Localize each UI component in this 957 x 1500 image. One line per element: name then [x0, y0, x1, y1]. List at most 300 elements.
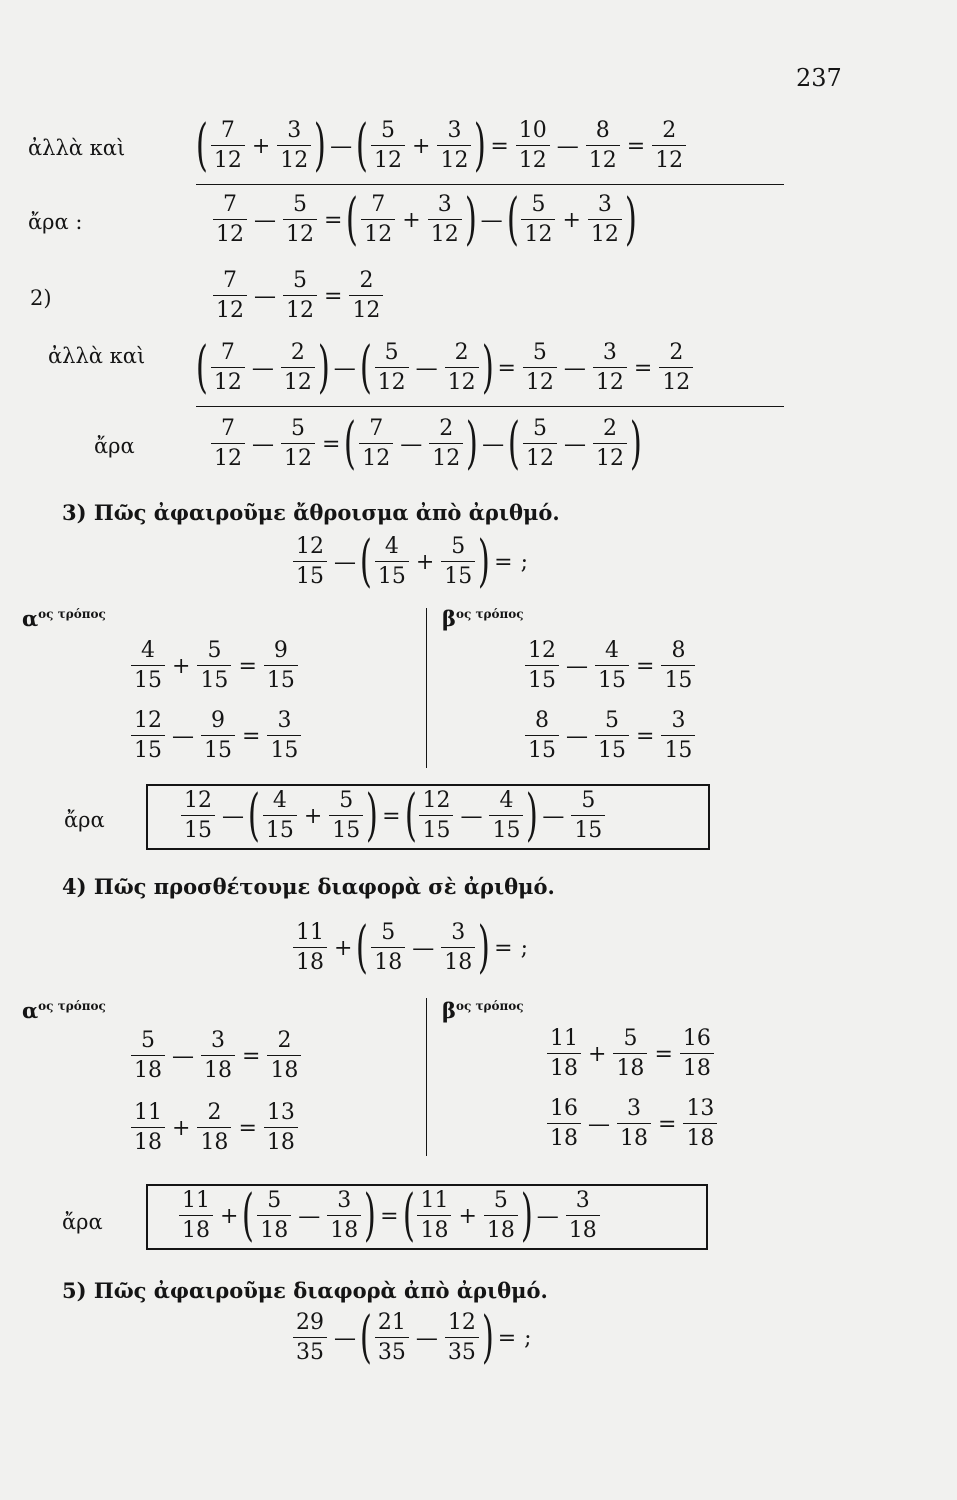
denominator: 12	[371, 145, 405, 172]
numerator: 5	[451, 534, 466, 559]
numerator: 5	[533, 416, 548, 441]
denominator: 12	[521, 219, 555, 246]
numerator: 3	[337, 1188, 352, 1213]
denominator: 12	[588, 219, 622, 246]
denominator: 12	[445, 367, 479, 394]
fraction	[201, 1030, 235, 1082]
operator: —	[480, 207, 503, 233]
operator: =	[494, 549, 513, 575]
operator: +	[251, 133, 271, 159]
numerator: 5	[623, 1026, 638, 1051]
denominator: 18	[371, 947, 405, 974]
numerator: 12	[528, 638, 556, 663]
fraction	[197, 1102, 231, 1154]
parenthesis: (	[195, 113, 208, 178]
fraction	[683, 1098, 717, 1150]
fraction	[484, 1190, 518, 1242]
fraction	[445, 1312, 479, 1364]
denominator: 12	[211, 443, 245, 470]
divider-2	[426, 998, 427, 1156]
operator: =	[490, 133, 509, 159]
fraction	[264, 1102, 298, 1154]
denominator: 12	[523, 367, 557, 394]
fraction	[547, 1028, 581, 1080]
numerator: 5	[605, 708, 619, 733]
denominator: 15	[264, 665, 298, 692]
numerator: 7	[369, 416, 384, 441]
parenthesis: )	[629, 411, 642, 476]
operator: —	[172, 1043, 194, 1069]
denominator: 15	[419, 815, 453, 842]
denominator: 18	[566, 1215, 600, 1242]
operator: +	[412, 133, 431, 159]
numerator: 5	[339, 788, 354, 813]
numerator: 8	[671, 638, 686, 663]
numerator: 12	[134, 708, 162, 733]
denominator: 15	[595, 735, 629, 762]
fraction	[181, 790, 215, 842]
fraction	[201, 710, 235, 762]
operator: +	[562, 207, 581, 233]
denominator: 15	[375, 561, 409, 588]
denominator: 12	[281, 443, 315, 470]
numerator: 5	[381, 920, 396, 945]
fraction	[213, 270, 247, 322]
numerator: 3	[451, 920, 466, 945]
fraction	[131, 1030, 165, 1082]
fraction	[593, 418, 627, 470]
operator: +	[303, 803, 323, 829]
fraction	[264, 640, 298, 692]
operator: —	[298, 1203, 321, 1229]
numerator: 4	[605, 638, 619, 663]
denominator: 12	[361, 219, 395, 246]
fraction	[349, 270, 383, 322]
parenthesis: (	[195, 335, 208, 400]
parenthesis: (	[404, 783, 417, 848]
operator: =	[497, 1325, 517, 1351]
equation-a	[195, 113, 689, 178]
operator: +	[172, 653, 191, 679]
numerator: 7	[371, 192, 386, 217]
numerator: 11	[182, 1188, 210, 1213]
fraction	[661, 710, 695, 762]
fraction	[293, 536, 327, 588]
numerator: 11	[550, 1026, 578, 1051]
operator: —	[254, 283, 276, 309]
numerator: 5	[267, 1188, 282, 1213]
fraction	[429, 418, 463, 470]
operator: +	[220, 1203, 239, 1229]
label-ara-3: ἄρα	[64, 808, 105, 832]
numerator: 4	[141, 638, 155, 663]
denominator: 12	[593, 443, 627, 470]
fraction	[371, 120, 405, 172]
numerator: 9	[211, 708, 225, 733]
operator: —	[251, 355, 274, 381]
fraction	[593, 342, 627, 394]
denominator: 18	[264, 1127, 298, 1154]
denominator: 12	[213, 219, 247, 246]
denominator: 12	[429, 443, 463, 470]
fraction	[293, 922, 327, 974]
operator: —	[330, 133, 353, 159]
numerator: 3	[277, 708, 292, 733]
denominator: 35	[375, 1337, 409, 1364]
fraction	[652, 120, 686, 172]
denominator: 18	[131, 1055, 165, 1082]
fraction	[516, 120, 550, 172]
operator: =	[626, 133, 646, 159]
equation-h2	[522, 710, 698, 762]
denominator: 12	[375, 367, 409, 394]
numerator: 7	[220, 340, 235, 365]
numerator: 11	[296, 920, 324, 945]
operator: =	[238, 1115, 257, 1141]
denominator: 15	[571, 815, 605, 842]
fraction	[586, 120, 620, 172]
equation-k1	[128, 1030, 304, 1082]
equation-g1	[128, 640, 301, 692]
parenthesis: (	[506, 187, 519, 252]
numerator: 2	[669, 340, 684, 365]
parenthesis: (	[508, 411, 521, 476]
fraction	[617, 1098, 651, 1150]
numerator: 29	[296, 1310, 324, 1335]
denominator: 12	[359, 443, 393, 470]
equation-f	[290, 529, 529, 594]
denominator: 18	[547, 1053, 581, 1080]
label-ara-2: ἄρα	[94, 434, 135, 458]
numerator: 13	[266, 1100, 295, 1125]
fraction	[277, 120, 311, 172]
fraction	[428, 194, 462, 246]
label-ara-4: ἄρα	[62, 1210, 103, 1234]
parenthesis: )	[481, 1305, 494, 1370]
equation-n	[290, 1305, 532, 1370]
fraction	[263, 790, 297, 842]
numerator: 7	[221, 416, 235, 441]
fraction	[523, 418, 557, 470]
operator: —	[566, 723, 588, 749]
denominator: 18	[441, 947, 475, 974]
fraction	[441, 536, 475, 588]
numerator: 2	[359, 268, 374, 293]
denominator: 15	[181, 815, 215, 842]
numerator: 9	[273, 638, 288, 663]
parenthesis: (	[356, 915, 369, 980]
parenthesis: (	[359, 529, 372, 594]
numerator: 2	[207, 1100, 222, 1125]
operator: =	[658, 1111, 677, 1137]
denominator: 12	[586, 145, 620, 172]
denominator: 15	[293, 561, 327, 588]
numerator: 3	[287, 118, 302, 143]
operator: —	[334, 1325, 356, 1351]
operator: =	[636, 723, 655, 749]
parenthesis: (	[247, 783, 260, 848]
operator: +	[334, 935, 353, 961]
numerator: 2	[454, 340, 469, 365]
operator: —	[536, 1203, 559, 1229]
numerator: 21	[377, 1310, 406, 1335]
denominator: 12	[652, 145, 686, 172]
operator: —	[542, 803, 565, 829]
denominator: 15	[329, 815, 363, 842]
numerator: 3	[602, 340, 617, 365]
denominator: 12	[277, 145, 311, 172]
fraction	[521, 194, 555, 246]
fraction	[283, 270, 317, 322]
parenthesis: (	[359, 1305, 372, 1370]
parenthesis: (	[344, 411, 357, 476]
equation-l1	[544, 1028, 717, 1080]
operator: =	[636, 653, 655, 679]
operator: —	[460, 803, 483, 829]
parenthesis: )	[624, 187, 637, 252]
parenthesis: )	[366, 783, 379, 848]
numerator: 10	[518, 118, 547, 143]
operator: =	[322, 431, 341, 457]
denominator: 18	[547, 1123, 581, 1150]
denominator: 15	[661, 665, 695, 692]
equation-b	[210, 187, 637, 252]
denominator: 15	[595, 665, 629, 692]
operator: +	[415, 549, 435, 575]
fraction	[419, 790, 453, 842]
fraction	[267, 1030, 301, 1082]
fraction	[571, 790, 605, 842]
operator: —	[566, 653, 588, 679]
equation-c	[210, 270, 386, 322]
denominator: 15	[525, 665, 559, 692]
operator: +	[588, 1041, 607, 1067]
denominator: 12	[349, 295, 383, 322]
numerator: 3	[437, 192, 452, 217]
numerator: 2	[290, 340, 305, 365]
denominator: 12	[428, 219, 462, 246]
operator: —	[588, 1111, 610, 1137]
heading-5: 5) Πῶς ἀφαιροῦμε διαφορὰ ἀπὸ ἀριθμό.	[62, 1278, 548, 1303]
denominator: 35	[445, 1337, 479, 1364]
numerator: 2	[439, 416, 454, 441]
operator: =	[494, 935, 513, 961]
fraction	[359, 418, 393, 470]
numerator: 5	[493, 1188, 508, 1213]
numerator: 13	[686, 1096, 715, 1121]
denominator: 18	[680, 1053, 714, 1080]
label-alla-kai-1: ἀλλὰ καὶ	[28, 136, 126, 160]
numerator: 2	[603, 416, 618, 441]
fraction	[547, 1098, 581, 1150]
denominator: 35	[293, 1337, 327, 1364]
label-alla-kai-2: ἀλλὰ καὶ	[48, 344, 146, 368]
method-a-label-2: $\alpha^{o\varsigma \tau\rho ό\pi o\varsigma}$	[22, 998, 106, 1023]
operator: —	[415, 355, 438, 381]
denominator: 18	[197, 1127, 231, 1154]
fraction	[327, 1190, 361, 1242]
numerator: 5	[531, 192, 546, 217]
operator: =	[242, 1043, 261, 1069]
denominator: 15	[267, 735, 301, 762]
denominator: 18	[327, 1215, 361, 1242]
numerator: 11	[134, 1100, 162, 1125]
denominator: 15	[441, 561, 475, 588]
operator: —	[412, 935, 435, 961]
parenthesis: (	[402, 1183, 415, 1248]
operator: =	[654, 1041, 673, 1067]
operator: —	[482, 431, 505, 457]
operator: —	[172, 723, 194, 749]
fraction	[523, 342, 557, 394]
fraction	[211, 120, 245, 172]
operator: =	[497, 355, 516, 381]
denominator: 12	[516, 145, 550, 172]
fraction	[437, 120, 471, 172]
denominator: 15	[201, 735, 235, 762]
method-b-label-2: $\beta^{o\varsigma \tau\rho ό\pi o\varsigma}$	[442, 998, 524, 1023]
denominator: 18	[179, 1215, 213, 1242]
fraction	[329, 790, 363, 842]
denominator: 12	[281, 367, 315, 394]
parenthesis: )	[314, 113, 327, 178]
page-number: 237	[796, 64, 842, 92]
numerator: 12	[296, 534, 324, 559]
fraction	[267, 710, 301, 762]
parenthesis: )	[481, 335, 494, 400]
fraction	[293, 1312, 327, 1364]
fraction	[131, 1102, 165, 1154]
numerator: 7	[223, 268, 237, 293]
parenthesis: (	[242, 1183, 255, 1248]
fraction	[211, 418, 245, 470]
numerator: 5	[293, 192, 307, 217]
denominator: 15	[661, 735, 695, 762]
denominator: 18	[617, 1123, 651, 1150]
denominator: 12	[283, 219, 317, 246]
parenthesis: )	[364, 1183, 377, 1248]
operator: —	[333, 355, 356, 381]
denominator: 12	[659, 367, 693, 394]
numerator: 11	[420, 1188, 449, 1213]
equation-k2	[128, 1102, 301, 1154]
denominator: 12	[593, 367, 627, 394]
fraction	[361, 194, 395, 246]
numerator: 3	[211, 1028, 225, 1053]
numerator: 16	[682, 1026, 711, 1051]
divider-1	[426, 608, 427, 768]
semicolon: ;	[520, 549, 529, 575]
denominator: 15	[131, 735, 165, 762]
operator: —	[254, 207, 276, 233]
parenthesis: )	[478, 915, 491, 980]
numerator: 2	[277, 1028, 292, 1053]
fraction	[131, 710, 165, 762]
fraction	[661, 640, 695, 692]
semicolon: ;	[524, 1325, 532, 1351]
denominator: 18	[257, 1215, 291, 1242]
denominator: 18	[683, 1123, 717, 1150]
method-b-label-1: $\beta^{o\varsigma \tau\rho ό\pi o\varsigma}$	[442, 606, 524, 631]
fraction	[441, 922, 475, 974]
numerator: 4	[272, 788, 287, 813]
numerator: 5	[532, 340, 547, 365]
semicolon: ;	[520, 935, 529, 961]
equation-d	[195, 335, 696, 400]
equation-j	[290, 915, 529, 980]
denominator: 18	[201, 1055, 235, 1082]
fraction	[257, 1190, 291, 1242]
numerator: 5	[384, 340, 399, 365]
denominator: 12	[211, 367, 245, 394]
heading-4: 4) Πῶς προσθέτουμε διαφορὰ σὲ ἀριθμό.	[62, 874, 555, 899]
equation-m	[176, 1183, 603, 1248]
denominator: 12	[211, 145, 245, 172]
fraction	[659, 342, 693, 394]
numerator: 7	[220, 118, 235, 143]
numerator: 3	[597, 192, 612, 217]
rule-1	[196, 184, 784, 185]
fraction	[525, 710, 559, 762]
denominator: 18	[613, 1053, 647, 1080]
fraction	[525, 640, 559, 692]
numerator: 7	[223, 192, 237, 217]
denominator: 18	[484, 1215, 518, 1242]
parenthesis: )	[520, 1183, 533, 1248]
parenthesis: )	[464, 187, 477, 252]
numerator: 16	[550, 1096, 578, 1121]
numerator: 4	[499, 788, 514, 813]
fraction	[375, 1312, 409, 1364]
operator: =	[324, 207, 343, 233]
numerator: 5	[293, 268, 307, 293]
numerator: 4	[384, 534, 399, 559]
numerator: 8	[535, 708, 549, 733]
fraction	[566, 1190, 600, 1242]
denominator: 15	[263, 815, 297, 842]
label-ara-1: ἄρα :	[28, 210, 83, 234]
fraction	[375, 536, 409, 588]
denominator: 12	[437, 145, 471, 172]
denominator: 18	[131, 1127, 165, 1154]
numerator: 8	[595, 118, 610, 143]
equation-e	[208, 411, 642, 476]
operator: —	[563, 355, 586, 381]
parenthesis: )	[317, 335, 330, 400]
operator: =	[324, 283, 343, 309]
fraction	[595, 640, 629, 692]
numerator: 5	[291, 416, 305, 441]
parenthesis: (	[356, 113, 369, 178]
numerator: 12	[422, 788, 451, 813]
denominator: 18	[293, 947, 327, 974]
fraction	[179, 1190, 213, 1242]
parenthesis: (	[346, 187, 359, 252]
fraction	[281, 342, 315, 394]
fraction	[197, 640, 231, 692]
fraction	[613, 1028, 647, 1080]
numerator: 5	[141, 1028, 155, 1053]
equation-l2	[544, 1098, 720, 1150]
numerator: 12	[447, 1310, 476, 1335]
equation-i	[178, 783, 608, 848]
operator: =	[242, 723, 261, 749]
fraction	[595, 710, 629, 762]
operator: —	[556, 133, 579, 159]
fraction	[417, 1190, 451, 1242]
denominator: 15	[489, 815, 523, 842]
denominator: 12	[523, 443, 557, 470]
